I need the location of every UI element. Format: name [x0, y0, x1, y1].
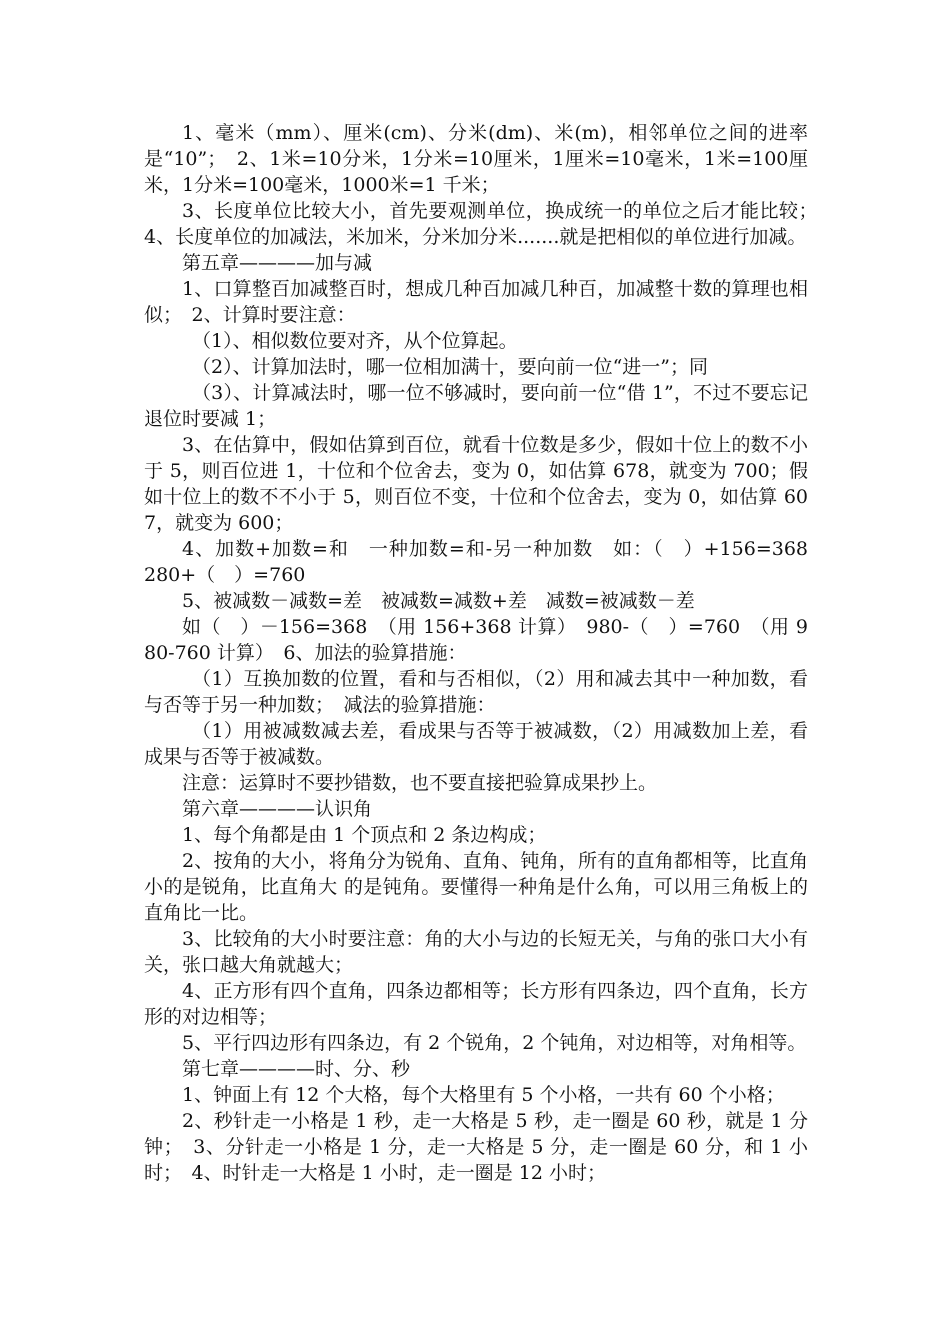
paragraph-example: 如（ ）－156=368 （用 156+368 计算） 980-（ ）=760 （用 980-760 计算） 6、加法的验算措施： — [144, 616, 808, 664]
paragraph-align-digits: （1）、相似数位要对齐，从个位算起。 — [192, 330, 518, 352]
paragraph-borrow: （3）、计算减法时，哪一位不够减时，要向前一位“借 1”，不过不要忘记退位时要减 1； — [144, 382, 808, 430]
paragraph-clock-hands: 2、秒针走一小格是 1 秒，走一大格是 5 秒，走一圈是 60 秒，就是 1 分钟； 3、分针走一小格是 1 分，走一大格是 5 分，走一圈是 60 分，和 1 小时； 4、时针走一大格是 1 小时，走一圈是 12 小时； — [144, 1110, 808, 1184]
paragraph-angle-compare: 3、比较角的大小时要注意：角的大小与边的长短无关，与角的张口大小有关，张口越大角就越大； — [144, 928, 808, 976]
paragraph-add-check: （1）互换加数的位置，看和与否相似，（2）用和减去其中一种加数，看与否等于另一种加数； 减法的验算措施： — [144, 668, 808, 716]
paragraph-parallelogram: 5、平行四边形有四条边，有 2 个锐角，2 个钝角，对边相等，对角相等。 — [182, 1032, 807, 1054]
paragraph-sub-check: （1）用被减数减去差，看成果与否等于被减数，（2）用减数加上差，看成果与否等于被减数。 — [144, 720, 808, 768]
document-body — [144, 120, 828, 1186]
paragraph-carry: （2）、计算加法时，哪一位相加满十，要向前一位“进一”；同 — [192, 356, 709, 378]
paragraph-clock-face: 1、钟面上有 12 个大格，每个大格里有 5 个小格，一共有 60 个小格； — [182, 1084, 785, 1106]
paragraph-length-compare: 3、长度单位比较大小，首先要观测单位，换成统一的单位之后才能比较； 4、长度单位的加减法，米加米，分米加分米.......就是把相似的单位进行加减。 — [144, 200, 828, 248]
paragraph-square-rect: 4、正方形有四个直角，四条边都相等；长方形有四条边，四个直角，长方形的对边相等； — [144, 980, 808, 1028]
chapter-5-heading: 第五章————加与减 — [182, 252, 373, 274]
paragraph-note: 注意：运算时不要抄错数，也不要直接把验算成果抄上。 — [182, 772, 658, 794]
paragraph-length-units: 1、毫米（mm）、厘米(cm)、分米(dm)、米(m)，相邻单位之间的进率是“10”； 2、1米=10分米，1分米=10厘米，1厘米=10毫米，1米=100厘米，1分米=100毫米，1000米=1 千米； — [144, 122, 808, 196]
paragraph-minuend: 5、被减数－减数=差 被减数=减数+差 减数=被减数－差 — [182, 590, 695, 612]
paragraph-addend: 4、加数+加数=和 一种加数=和-另一种加数 如：（ ）+156=368 280+（ ）=760 — [144, 538, 828, 586]
chapter-7-heading: 第七章————时、分、秒 — [182, 1058, 411, 1080]
paragraph-estimation: 3、在估算中，假如估算到百位，就看十位数是多少，假如十位上的数不小于 5，则百位进 1，十位和个位舍去，变为 0，如估算 678，就变为 700；假如十位上的数不不小于 5，则百位不变，十位和个位舍去，变为 0，如估算 607，就变为 600； — [144, 434, 808, 534]
paragraph-mental-calc: 1、口算整百加减整百时，想成几种百加减几种百，加减整十数的算理也相似； 2、计算时要注意： — [144, 278, 808, 326]
paragraph-angle-types: 2、按角的大小，将角分为锐角、直角、钝角，所有的直角都相等，比直角小的是锐角，比直角大 的是钝角。要懂得一种角是什么角，可以用三角板上的直角比一比。 — [144, 850, 808, 924]
chapter-6-heading: 第六章————认识角 — [182, 798, 373, 820]
paragraph-angle-parts: 1、每个角都是由 1 个顶点和 2 条边构成； — [182, 824, 547, 846]
